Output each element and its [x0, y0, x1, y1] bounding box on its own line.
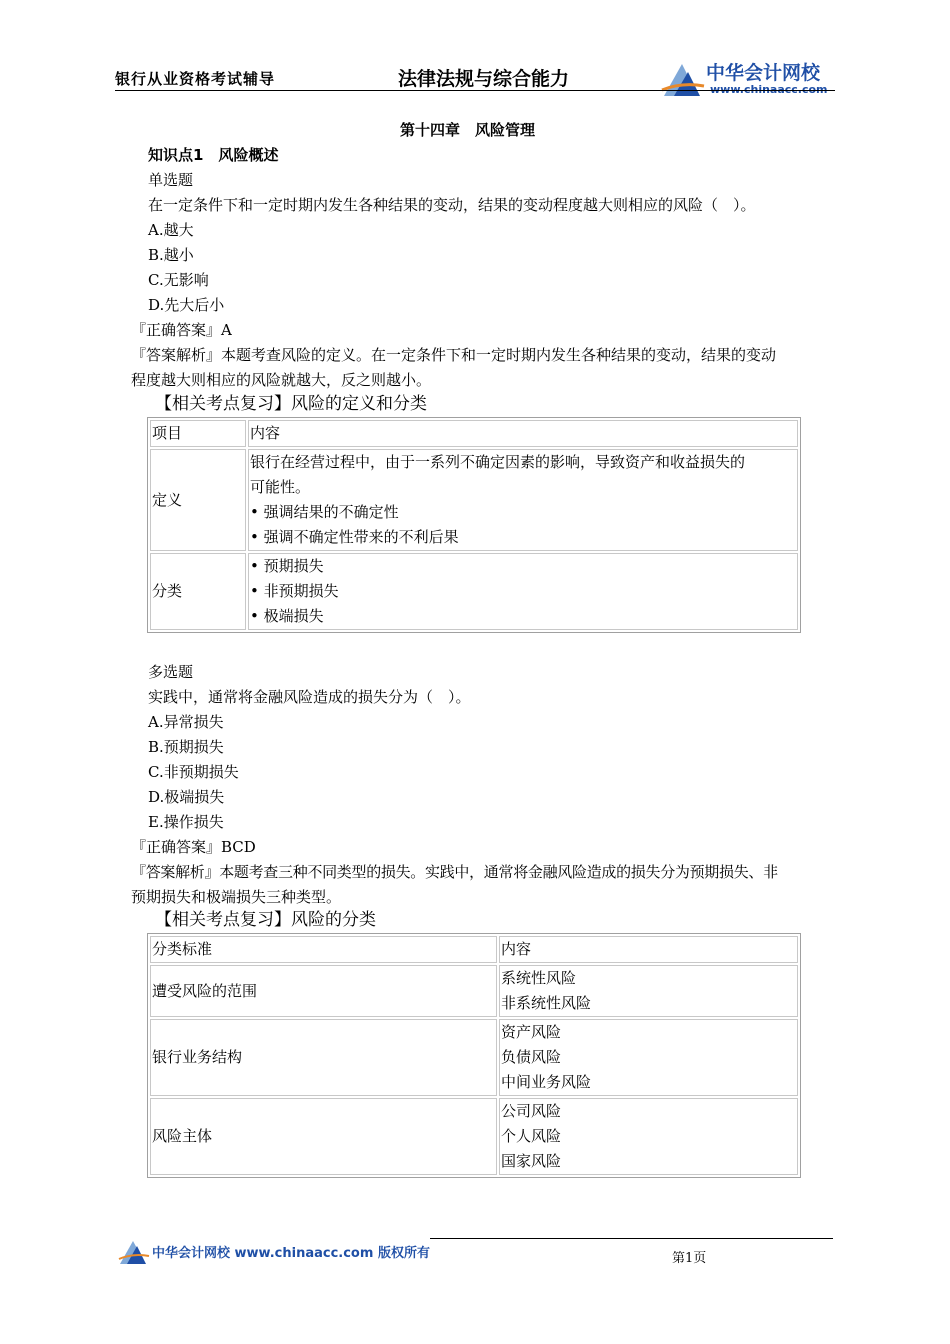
answer-analysis-line: 程度越大则相应的风险就越大，反之则越小。 — [131, 371, 432, 389]
definition-text: 可能性。 — [250, 478, 311, 496]
category-item: 个人风险 — [501, 1127, 562, 1145]
footer-logo-icon — [118, 1238, 150, 1266]
bullet-item: • 强调不确定性带来的不利后果 — [250, 525, 796, 550]
category-item: 非系统性风险 — [501, 994, 592, 1012]
definition-text: 银行在经营过程中，由于一系列不确定因素的影响，导致资产和收益损失的 — [250, 453, 746, 471]
knowledge-point-title: 知识点1 风险概述 — [148, 146, 279, 164]
header-divider — [115, 90, 835, 91]
bullet-item: • 预期损失 — [250, 554, 796, 579]
table-header-cell: 内容 — [248, 420, 798, 447]
category-item: 系统性风险 — [501, 969, 577, 987]
question-option: B.预期损失 — [148, 738, 224, 756]
footer-copyright: 中华会计网校 www.chinaacc.com 版权所有 — [152, 1246, 430, 1261]
footer-brand — [118, 1238, 438, 1268]
correct-answer: 『正确答案』A — [131, 321, 232, 339]
answer-analysis-line: 预期损失和极端损失三种类型。 — [131, 888, 342, 906]
table-header-row — [150, 936, 798, 963]
logo-name: 中华会计网校 — [706, 62, 821, 84]
table-row — [150, 449, 798, 551]
table-row — [150, 1098, 798, 1175]
bullet-item: • 强调结果的不确定性 — [250, 500, 796, 525]
category-item: 中间业务风险 — [501, 1073, 592, 1091]
table-cell — [499, 1019, 798, 1096]
definition-table — [147, 417, 801, 633]
review-section-title: 【相关考点复习】风险的定义和分类 — [155, 394, 427, 414]
table-row-label: 风险主体 — [150, 1098, 497, 1175]
category-item: 国家风险 — [501, 1152, 562, 1170]
table-cell — [499, 965, 798, 1017]
logo-mark-icon — [660, 60, 706, 100]
table-cell — [248, 449, 798, 551]
question-type: 多选题 — [148, 663, 194, 681]
page-number: 第1页 — [672, 1251, 707, 1266]
question-stem: 在一定条件下和一定时期内发生各种结果的变动，结果的变动程度越大则相应的风险（ ）。 — [148, 196, 756, 214]
question-option: C.无影响 — [148, 271, 209, 289]
category-item: 负债风险 — [501, 1048, 562, 1066]
bullet-item: • 极端损失 — [250, 604, 796, 629]
table-header-cell: 分类标准 — [150, 936, 497, 963]
question-option: E.操作损失 — [148, 813, 224, 831]
category-item: 资产风险 — [501, 1023, 562, 1041]
bullet-item: • 非预期损失 — [250, 579, 796, 604]
table-row-label: 分类 — [150, 553, 246, 630]
table-header-row — [150, 420, 798, 447]
review-section-title: 【相关考点复习】风险的分类 — [155, 910, 376, 930]
answer-analysis-line: 『答案解析』本题考查三种不同类型的损失。实践中，通常将金融风险造成的损失分为预期损失、非 — [131, 863, 778, 881]
question-option: C.非预期损失 — [148, 763, 239, 781]
table-cell — [499, 1098, 798, 1175]
chapter-title: 第十四章 风险管理 — [400, 121, 536, 139]
question-option: B.越小 — [148, 246, 194, 264]
question-option: D.先大后小 — [148, 296, 225, 314]
answer-analysis-line: 『答案解析』本题考查风险的定义。在一定条件下和一定时期内发生各种结果的变动，结果的变动 — [131, 346, 777, 364]
table-row-label: 遭受风险的范围 — [150, 965, 497, 1017]
question-type: 单选题 — [148, 171, 194, 189]
table-row-label: 定义 — [150, 449, 246, 551]
table-row-label: 银行业务结构 — [150, 1019, 497, 1096]
question-option: A.异常损失 — [148, 713, 224, 731]
question-option: D.极端损失 — [148, 788, 225, 806]
table-header-cell: 项目 — [150, 420, 246, 447]
table-cell — [248, 553, 798, 630]
brand-logo — [660, 58, 840, 102]
header-subject-title: 法律法规与综合能力 — [398, 68, 570, 90]
classification-table — [147, 933, 801, 1178]
logo-url: www.chinaacc.com — [710, 83, 828, 96]
table-header-cell: 内容 — [499, 936, 798, 963]
question-stem: 实践中，通常将金融风险造成的损失分为（ ）。 — [148, 688, 471, 706]
table-row — [150, 1019, 798, 1096]
footer-divider — [430, 1238, 833, 1239]
category-item: 公司风险 — [501, 1102, 562, 1120]
question-option: A.越大 — [148, 221, 194, 239]
header-course-name: 银行从业资格考试辅导 — [115, 70, 276, 88]
table-row — [150, 553, 798, 630]
table-row — [150, 965, 798, 1017]
correct-answer: 『正确答案』BCD — [131, 838, 256, 856]
